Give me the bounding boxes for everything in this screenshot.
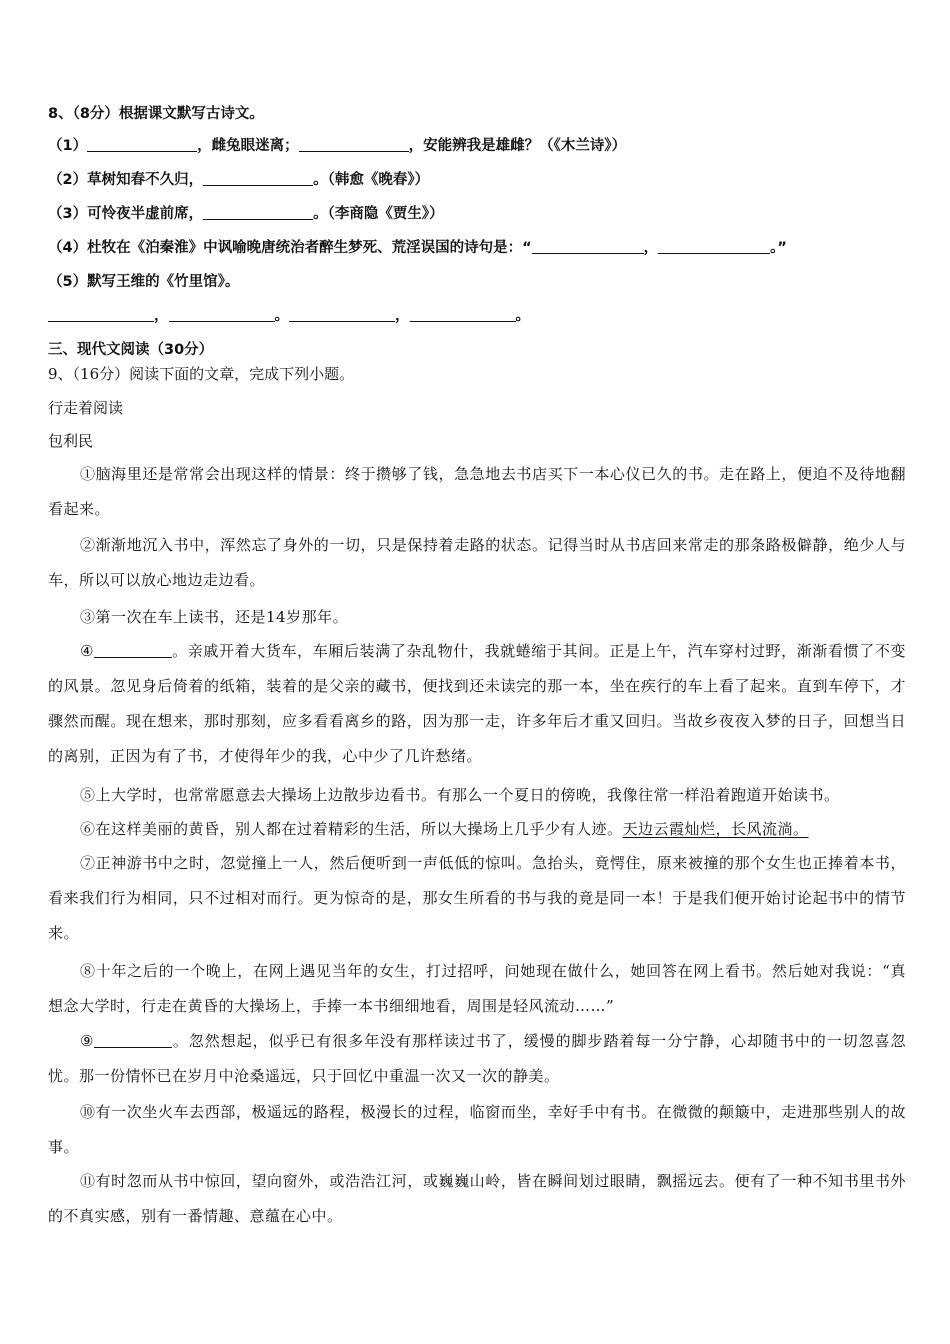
- q8-item-4-pre: （4）杜牧在《泊秦淮》中讽喻晚唐统治者醉生梦死、荒淫误国的诗句是：“: [48, 240, 532, 256]
- paragraph-11: ⑪有时忽而从书中惊回，望向窗外，或浩浩江河，或巍巍山岭，皆在瞬间划过眼睛，飘摇远去。便有了一种不知书里书外的不真实感，别有一番情趣、意蕴在心中。: [48, 1172, 906, 1225]
- q8-item-3-tail: 。（李商隐《贾生》）: [313, 206, 444, 222]
- fill-blank[interactable]: [410, 307, 516, 322]
- paragraph-6: [48, 812, 906, 847]
- paragraph-2: ②渐渐地沉入书中，浑然忘了身外的一切，只是保持着走路的状态。记得当时从书店回来常走的那条路极僻静，绝少人与车，所以可以放心地边走边看。: [48, 536, 906, 589]
- q8-item-4-mid: ，: [643, 240, 659, 256]
- q8-answer-line: [48, 306, 908, 326]
- paragraph-6-text: ⑥在这样美丽的黄昏，别人都在过着精彩的生活，所以大操场上几乎少有人迹。: [80, 820, 623, 838]
- paragraph-4: [48, 634, 906, 774]
- article-author: 包利民: [48, 432, 94, 450]
- fill-blank[interactable]: [299, 137, 409, 152]
- paragraph-6-underlined: 天边云霞灿烂，长风流淌。: [622, 820, 809, 838]
- q8-item-3-pre: （3）可怜夜半虚前席，: [48, 206, 204, 222]
- section-3-title: 三、现代文阅读（30分）: [48, 342, 214, 358]
- article-title: 行走着阅读: [48, 399, 124, 417]
- paragraph-7: ⑦正神游书中之时，忽觉撞上一人，然后便听到一声低低的惊叫。急抬头，竟愕住，原来被撞的那个女生也正捧着本书，看来我们行为相同，只不过相对而行。更为惊奇的是，那女生所看的书与我的竟是同一本！于是我们便开始讨论起书中的情节来。: [48, 854, 906, 942]
- q8-item-2: [48, 170, 908, 190]
- separator: 。: [515, 308, 530, 324]
- fill-blank[interactable]: [169, 307, 275, 322]
- q9-header: 9、（16分）阅读下面的文章，完成下列小题。: [48, 365, 355, 383]
- paragraph-4-text: 。亲戚开着大货车，车厢后装满了杂乱物什，我就蜷缩于其间。正是上午，汽车穿村过野，渐渐看惯了不变的风景。忽见身后倚着的纸箱，装着的是父亲的藏书，便找到还未读完的那一本，坐在疾行的车上看了起来。直到车停下，才骤然而醒。现在想来，那时那刻，应多看看离乡的路，因为那一走，许多年后才重又回归。当故乡夜夜入梦的日子，回想当日的离别，正因为有了书，才使得年少的我，心中少了几许愁绪。: [48, 642, 906, 765]
- paragraph-9-num: ⑨: [80, 1032, 95, 1050]
- separator: ，: [154, 308, 169, 324]
- paragraph-3: ③第一次在车上读书，还是14岁那年。: [80, 608, 349, 626]
- q8-header: 8、（8分）根据课文默写古诗文。: [48, 106, 264, 122]
- paragraph-9-text: 。忽然想起，似乎已有很多年没有那样读过书了，缓慢的脚步踏着每一分宁静，心却随书中的一切忽喜忽忧。那一份情怀已在岁月中沧桑遥远，只于回忆中重温一次又一次的静美。: [48, 1032, 906, 1085]
- separator: ，: [395, 308, 410, 324]
- q8-item-1-num: （1）: [48, 138, 88, 154]
- q8-item-1-mid: ，雌兔眼迷离；: [197, 138, 299, 154]
- fill-blank[interactable]: [94, 643, 172, 658]
- q8-item-5: （5）默写王维的《竹里馆》。: [48, 274, 240, 290]
- q8-item-1-tail: ，安能辨我是雄雌？（《木兰诗》）: [408, 138, 627, 154]
- fill-blank[interactable]: [658, 239, 770, 254]
- fill-blank[interactable]: [87, 137, 197, 152]
- q8-item-1: [48, 136, 908, 156]
- fill-blank[interactable]: [289, 307, 395, 322]
- q8-item-4: [48, 238, 908, 258]
- fill-blank[interactable]: [203, 205, 313, 220]
- paragraph-4-num: ④: [80, 642, 95, 660]
- q8-item-2-pre: （2）草树知春不久归，: [48, 172, 204, 188]
- separator: 。: [274, 308, 289, 324]
- fill-blank[interactable]: [48, 307, 154, 322]
- fill-blank[interactable]: [94, 1033, 172, 1048]
- paragraph-9: [48, 1024, 906, 1094]
- paragraph-10: ⑩有一次坐火车去西部，极遥远的路程，极漫长的过程，临窗而坐，幸好手中有书。在微微的颠簸中，走进那些别人的故事。: [48, 1103, 906, 1156]
- fill-blank[interactable]: [203, 171, 313, 186]
- q8-item-4-tail: 。”: [770, 240, 787, 256]
- paragraph-5: ⑤上大学时，也常常愿意去大操场上边散步边看书。有那么一个夏日的傍晚，我像往常一样沿着跑道开始读书。: [80, 786, 840, 804]
- fill-blank[interactable]: [532, 239, 644, 254]
- q8-item-2-tail: 。（韩愈《晚春》）: [313, 172, 430, 188]
- q8-item-3: [48, 204, 908, 224]
- paragraph-1: ①脑海里还是常常会出现这样的情景：终于攒够了钱，急急地去书店买下一本心仪已久的书。走在路上，便迫不及待地翻看起来。: [48, 465, 906, 518]
- paragraph-8: ⑧十年之后的一个晚上，在网上遇见当年的女生，打过招呼，问她现在做什么，她回答在网上看书。然后她对我说：“真想念大学时，行走在黄昏的大操场上，手捧一本书细细地看，周围是轻风流动……”: [48, 962, 906, 1015]
